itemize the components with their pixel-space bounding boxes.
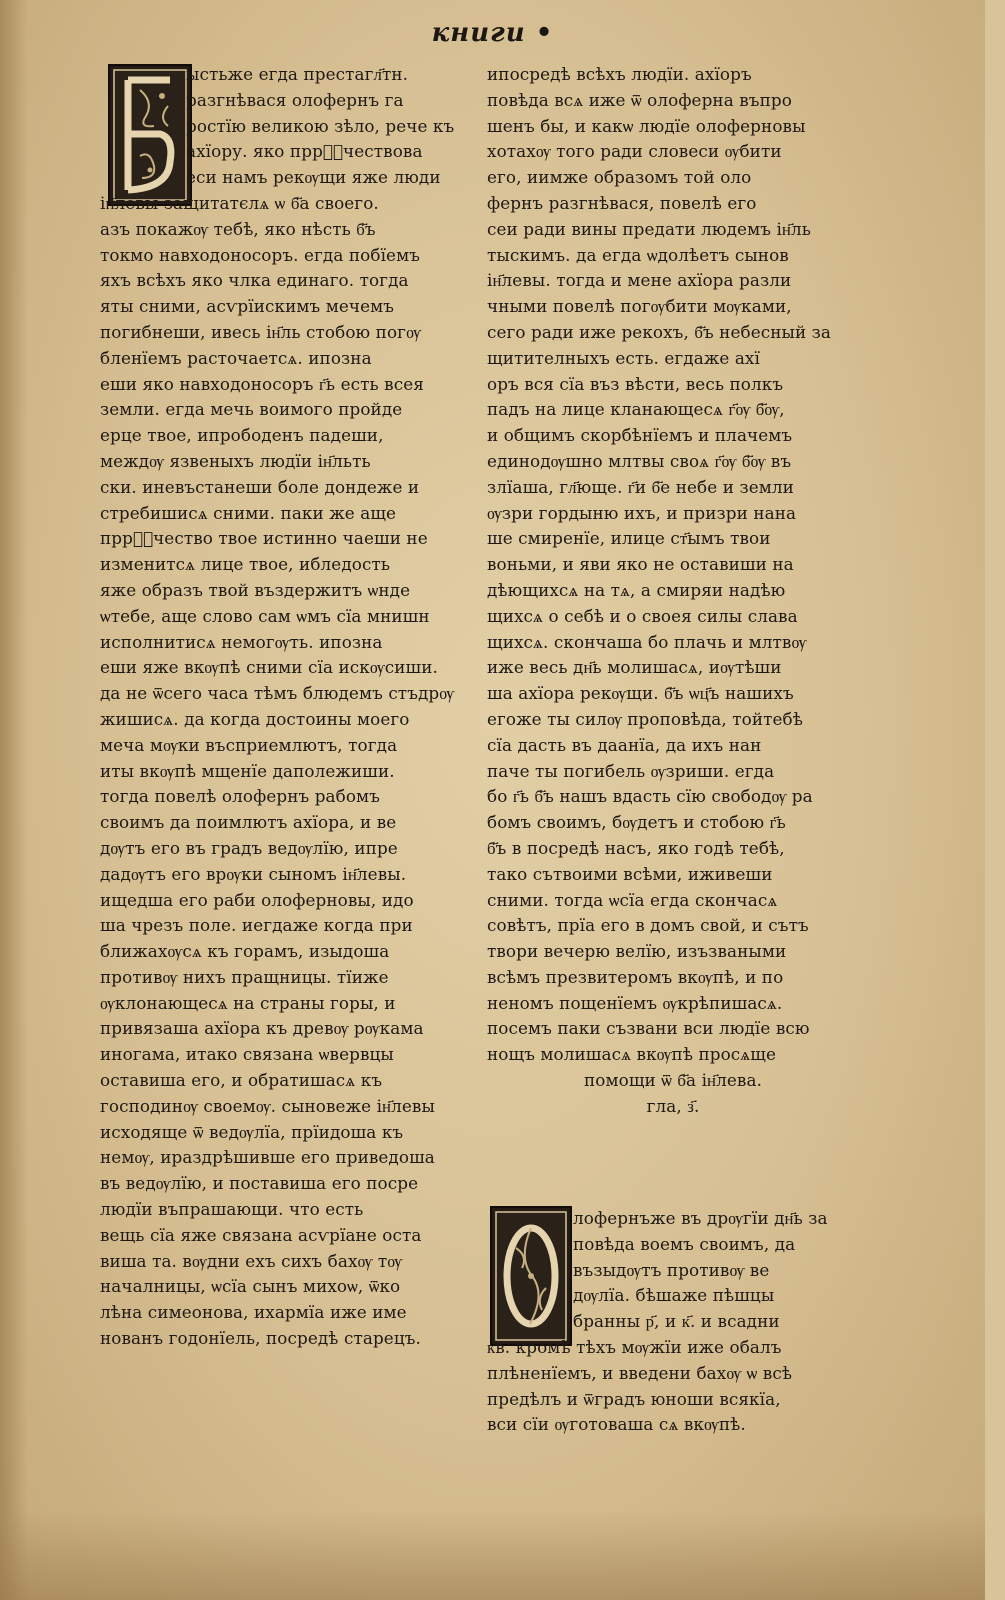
text-line: еши яже вкѹпѣ сними сїа искѹсиши. <box>100 657 438 678</box>
text-line: б҃ъ в посредѣ насъ, яко годѣ тебѣ, <box>487 837 785 858</box>
text-line: совѣтъ, прїа его в домъ свой, и сътъ <box>487 915 809 936</box>
text-line: земли. егда мечь воимого пройде <box>100 399 403 420</box>
text-line: сними. тогда ѡсїа егда скончасѧ <box>487 889 778 910</box>
text-line: азъ покажѹ тебѣ, яко нѣсть б҃ъ <box>100 218 376 239</box>
text-line: хотахѹ того ради словеси ѹбити <box>487 141 782 162</box>
text-line: ищедша его раби олоферновы, идо <box>100 889 414 910</box>
text-line: щихсѧ. скончаша бо плачь и млтвѹ <box>487 631 807 652</box>
text-line: ростїю великою зѣло, рече къ <box>186 115 455 136</box>
text-line: ѹклонающесѧ на страны горы, и <box>100 992 396 1013</box>
text-line: яты сними, асѵрїискимъ мечемъ <box>100 296 395 317</box>
text-line: привязаша ахїора къ древѹ рѹкама <box>100 1018 424 1039</box>
text-line: ін҃левы защитатєлѧ ѡ б҃а своего. <box>100 192 379 213</box>
text-line: к҃в. кромѣ тѣхъ мѹжїи иже обалъ <box>487 1336 782 1357</box>
text-line: нованъ годонїель, посредѣ старецъ. <box>100 1328 421 1349</box>
text-line: жишисѧ. да когда достоины моего <box>100 708 410 729</box>
text-line: пррⷪ҇чество твое истинно чаеши не <box>100 528 428 549</box>
text-line: ерце твое, ипрободенъ падеши, <box>100 425 384 446</box>
text-line: посемъ паки съзвани вси людїе всю <box>487 1018 810 1039</box>
text-line: и общимъ скорбѣнїемъ и плачемъ <box>487 425 793 446</box>
running-header: книги • <box>431 18 554 48</box>
right-column <box>487 62 859 1120</box>
text-line: ипосредѣ всѣхъ людїи. ахїоръ <box>487 64 752 84</box>
text-line: токмо навходоносоръ. егда побїемъ <box>100 244 420 265</box>
text-line: вси сїи ѹготоваша сѧ вкѹпѣ. <box>487 1414 746 1435</box>
text-line: да не ѿсего часа тѣмъ блюдемъ стъдрѹ <box>100 683 455 704</box>
text-line: бранны р҃, и к҃. и всадни <box>573 1311 780 1332</box>
text-line: нощъ молишасѧ вкѹпѣ просѧще <box>487 1044 777 1065</box>
right-column-chapter <box>487 1206 859 1438</box>
text-line: дѣющихсѧ на тѧ, а смиряи надѣю <box>487 579 786 600</box>
text-line: воньми, и яви яко не оставиши на <box>487 554 794 575</box>
text-line: яхъ всѣхъ яко члка единаго. тогда <box>100 270 409 291</box>
text-line: ѡтебе, аще слово сам ѡмъ сїа мнишн <box>100 605 430 626</box>
text-line: бленїемъ расточаетсѧ. ипозна <box>100 347 372 368</box>
text-line: меча мѹки въсприемлютъ, тогда <box>100 734 398 755</box>
text-line: яже образъ твой въздержитъ ѡнде <box>100 579 411 600</box>
text-line: тако сътвоими всѣми, иживеши <box>487 863 773 884</box>
text-line: падъ на лице кланающесѧ г҃ѹ б҃ѹ, <box>487 399 785 420</box>
text-line: разгнѣвася олофернъ га <box>186 89 404 110</box>
text-line: ближахѹсѧ къ горамъ, изыдоша <box>100 941 390 962</box>
text-line: противѹ нихъ пращницы. тїиже <box>100 966 389 987</box>
text-line: своимъ да поимлютъ ахїора, и ве <box>100 812 397 833</box>
text-line: сїа дасть въ даанїа, да ихъ нан <box>487 734 762 755</box>
text-line: его, иимже образомъ той оло <box>487 167 752 188</box>
text-line: исполнитисѧ немогѹть. ипозна <box>100 631 383 652</box>
text-line: плѣненїемъ, и введени бахѹ ѡ всѣ <box>487 1362 793 1383</box>
text-line: погибнеши, ивесь ін҃ль стобою погѹ <box>100 321 421 342</box>
text-line: лофернъже въ дрѹгїи дн҃ь за <box>573 1208 828 1228</box>
text-line: ахїору. яко пррⷪ҇чествова <box>186 141 423 162</box>
text-line: предѣлъ и ѿградъ юноши всякїа, <box>487 1388 781 1409</box>
text-line: людїи въпрашающи. что есть <box>100 1199 364 1220</box>
text-line: ѹзри гордыню ихъ, и призри нана <box>487 502 797 523</box>
text-line: дѹтъ его въ градъ ведѹлїю, ипре <box>100 837 398 858</box>
text-line: егоже ты силѹ проповѣда, тойтебѣ <box>487 708 803 729</box>
chapter-heading: гла, з҃. <box>646 1095 700 1116</box>
text-line: фернъ разгнѣвася, повелѣ его <box>487 192 757 213</box>
text-line: ін҃левы. тогда и мене ахїора разли <box>487 270 792 291</box>
text-line: единодѹшно млтвы своѧ г҃ѹ б҃ѹ въ <box>487 450 792 471</box>
text-line: изменитсѧ лице твое, ибледость <box>100 554 391 575</box>
text-line: междѹ язвеныхъ людїи ін҃льть <box>100 450 371 471</box>
text-line: дѹлїа. бѣшаже пѣшцы <box>573 1285 775 1306</box>
text-line: началницы, ѡсїа сынъ михоѡ, ѿко <box>100 1276 401 1297</box>
text-line: щихсѧ о себѣ и о своея силы слава <box>487 605 798 626</box>
text-line: бо г҃ь б҃ъ нашъ вдасть сїю свободѹ ра <box>487 786 813 807</box>
text-line: чными повелѣ погѹбити мѹками, <box>487 296 792 317</box>
text-line: ше смиренїе, илице ст҃ымъ твои <box>487 528 771 549</box>
text-line: ша ахїора рекѹщи. б҃ъ ѡц҃ъ нашихъ <box>487 683 794 704</box>
text-line: твори вечерю велїю, изъзваными <box>487 941 787 962</box>
text-line: иже весь дн҃ь молишасѧ, иѹтѣши <box>487 657 782 678</box>
text-line: исходяще ѿ ведѹлїа, прїидоша къ <box>100 1121 404 1142</box>
text-line: тогда повелѣ олофернъ рабомъ <box>100 786 380 807</box>
left-column <box>100 62 472 1352</box>
text-line: стребишисѧ сними. паки же аще <box>100 502 397 523</box>
text-line: тыскимъ. да егда ѡдолѣетъ сынов <box>487 244 789 265</box>
text-line: дадѹтъ его врѹки сыномъ ін҃левы. <box>100 863 407 884</box>
text-line: оставиша его, и обратишасѧ къ <box>100 1070 383 1091</box>
text-line: ша чрезъ поле. иегдаже когда при <box>100 915 413 936</box>
text-line: бомъ своимъ, бѹдетъ и стобою г҃ь <box>487 812 786 833</box>
text-line: иногама, итако связана ѡвервцы <box>100 1044 394 1065</box>
text-line: шенъ бы, и какѡ людїе олоферновы <box>487 115 806 136</box>
text-line: злїаша, гл҃юще. г҃и б҃е небе и земли <box>487 476 794 497</box>
text-line: възыдѹтъ противѹ ве <box>573 1259 770 1280</box>
text-line: лѣна симеонова, ихармїа иже име <box>100 1302 407 1323</box>
text-line: паче ты погибель ѹзриши. егда <box>487 760 775 781</box>
text-line: ски. иневъстанеши боле дондеже и <box>100 476 420 497</box>
text-line: еши яко навходоносоръ г҃ь есть всея <box>100 373 424 394</box>
text-line: иты вкѹпѣ мщенїе даполежиши. <box>100 760 395 781</box>
text-line: немѹ, ираздрѣшивше его приведоша <box>100 1147 435 1168</box>
text-line: оръ вся сїа въз вѣсти, весь полкъ <box>487 373 784 394</box>
text-line: сеи ради вины предати людемъ ін҃ль <box>487 218 811 239</box>
text-line: господинѹ своемѹ. сыновеже ін҃левы <box>100 1095 435 1116</box>
text-line: въ ведѹлїю, и поставиша его посре <box>100 1173 419 1194</box>
text-line: повѣда всѧ иже ѿ олоферна въпро <box>487 89 792 110</box>
text-line: сего ради иже рекохъ, б҃ъ небесный за <box>487 321 832 342</box>
text-line: помощи ѿ б҃а ін҃лева. <box>583 1070 763 1091</box>
text-line: всѣмъ презвитеромъ вкѹпѣ, и по <box>487 966 784 987</box>
text-line: повѣда воемъ своимъ, да <box>573 1233 796 1254</box>
text-line: щитителныхъ есть. егдаже ахї <box>487 347 760 368</box>
text-line: вещь сїа яже связана асѵрїане оста <box>100 1224 422 1245</box>
text-line: неномъ пощенїемъ ѹкрѣпишасѧ. <box>487 992 783 1013</box>
text-line: ыстьже егда престагл҃тн. <box>186 64 409 84</box>
text-line: еси намъ рекѹщи яже люди <box>186 167 441 188</box>
text-line: виша та. вѹдни ехъ сихъ бахѹ тѹ <box>100 1250 403 1271</box>
